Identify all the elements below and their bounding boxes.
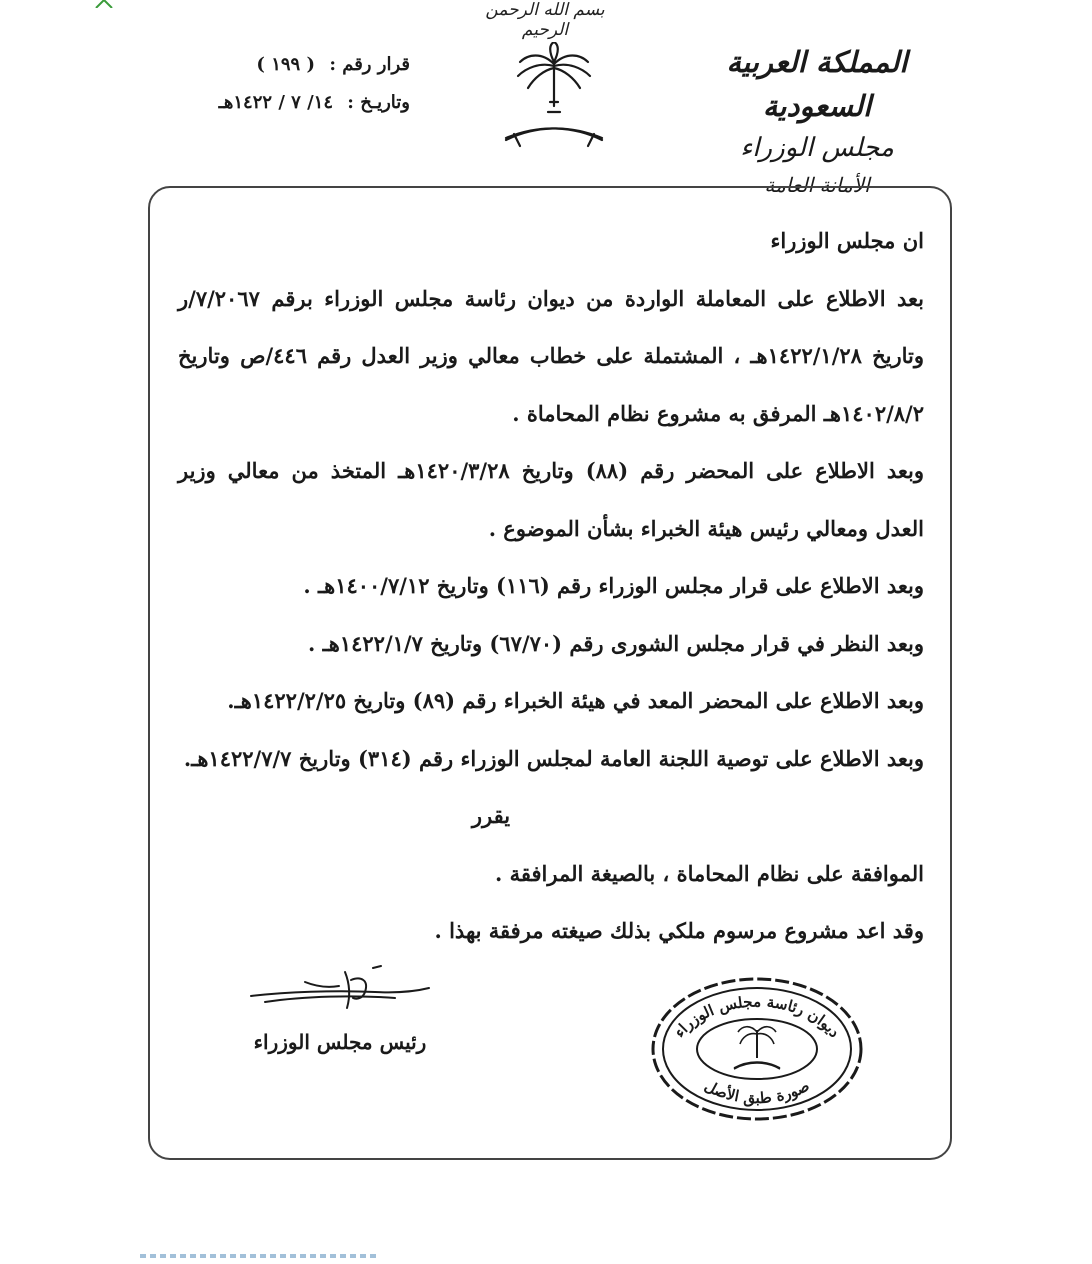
signatory-title: رئيس مجلس الوزراء — [253, 1030, 427, 1054]
signature-block — [220, 962, 460, 1054]
decision-number-line — [170, 46, 410, 84]
decision-reference — [170, 46, 410, 122]
basmala: بسم الله الرحمن الرحيم — [485, 0, 605, 40]
resolution-royal-decree: وقد اعد مشروع مرسوم ملكي بذلك صيغته مرفقة بهذا . — [434, 918, 924, 943]
seal-top-text: ديوان رئاسة مجلس الوزراء — [670, 992, 844, 1041]
decision-number-label: قرار رقم : — [329, 54, 410, 75]
paragraph-council-decision-116: وبعد الاطلاع على قرار مجلس الوزراء رقم (١١٦) وتاريخ ١٤٠٠/٧/١٢هـ . — [303, 573, 924, 598]
kingdom-name: المملكة العربية السعودية — [726, 45, 908, 123]
paragraph-committee-recommendation: وبعد الاطلاع على توصية اللجنة العامة لمجلس الوزراء رقم (٣١٤) وتاريخ ١٤٢٢/٧/٧هـ. — [183, 745, 924, 771]
decision-number-value: ( ١٩٩ ) — [256, 54, 316, 75]
letterhead-title — [682, 40, 952, 202]
secretariat-name: الأمانة العامة — [764, 173, 870, 197]
paragraph-transaction: بعد الاطلاع على المعاملة الواردة من ديوان رئاسة مجلس الوزراء برقم ٧/٢٠٦٧/ر وتاريخ ١٤٢٢/١/٢٨هـ ، المشتملة على خطاب معالي وزير العدل رقم ٤٤٦/ص وتاريخ ١٤٠٢/٨/٢هـ المرفق به مشروع نظام المحاماة . — [178, 285, 925, 426]
decision-date-value: ١٤/ ٧ / ١٤٢٢هـ — [218, 92, 334, 113]
council-name: مجلس الوزراء — [740, 133, 894, 163]
resolution-approval: الموافقة على نظام المحاماة ، بالصيغة المرافقة . — [495, 860, 924, 886]
paragraph-minutes-88: وبعد الاطلاع على المحضر رقم (٨٨) وتاريخ ١٤٢٠/٣/٢٨هـ المتخذ من معالي وزير العدل ومعالي رئيس هيئة الخبراء بشأن الموضوع . — [178, 458, 925, 541]
scan-edge-mark — [140, 1254, 380, 1258]
paragraph-experts-minutes-89: وبعد الاطلاع على المحضر المعد في هيئة الخبراء رقم (٨٩) وتاريخ ١٤٢٢/٢/٢٥هـ. — [227, 688, 924, 713]
council-presidency-seal — [648, 974, 866, 1124]
handwritten-signature — [245, 962, 435, 1014]
palm-swords-emblem-icon — [498, 42, 610, 162]
seal-bottom-text: صورة طبق الأصل — [701, 1076, 813, 1108]
decision-date-line — [170, 84, 410, 122]
corner-mark — [94, 0, 114, 8]
paragraph-shura-decision: وبعد النظر في قرار مجلس الشورى رقم (٦٧/٧٠) وتاريخ ١٤٢٢/١/٧هـ . — [307, 630, 924, 656]
decision-date-label: وتاريـخ : — [347, 92, 410, 113]
decision-body — [178, 212, 924, 960]
svg-text:صورة طبق الأصل — [702, 1076, 813, 1107]
decides-heading: يقرر — [471, 803, 511, 828]
opening-line: ان مجلس الوزراء — [770, 228, 924, 253]
